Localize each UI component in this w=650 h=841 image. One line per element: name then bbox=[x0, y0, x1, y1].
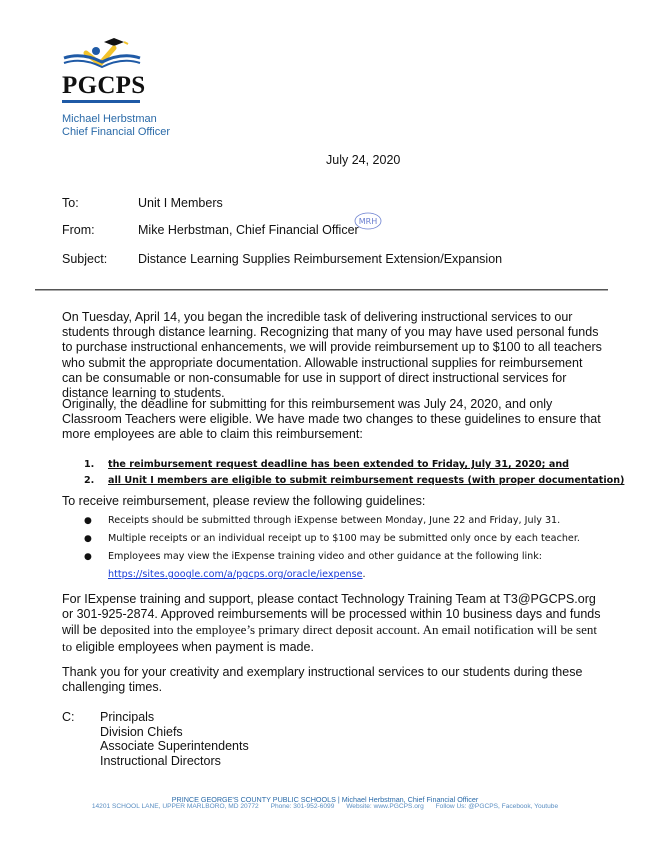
change-item: 2. all Unit I members are eligible to submit reimbursement requests (with proper documentation) bbox=[84, 475, 625, 486]
from-value: Mike Herbstman, Chief Financial Officer bbox=[138, 223, 359, 237]
support-paragraph: For IExpense training and support, please contact Technology Training Team at T3@PGCPS.org or 301-925-2874. Approved reimbursements will be processed within 10 business days and funds will be deposited into the employee’s primary direct deposit account. An email notification will be sent to eligible employees when payment is made. bbox=[62, 592, 601, 654]
sender-name: Michael Herbstman bbox=[62, 113, 157, 125]
pgcps-logo bbox=[62, 36, 146, 106]
iexpense-link[interactable]: https://sites.google.com/a/pgcps.org/oracle/iexpense bbox=[108, 569, 363, 580]
guidelines-intro: To receive reimbursement, please review the following guidelines: bbox=[62, 494, 426, 508]
change-item: 1. the reimbursement request deadline has been extended to Friday, July 31, 2020; and bbox=[84, 459, 570, 470]
sender-title: Chief Financial Officer bbox=[62, 126, 171, 138]
guideline-item: ● Receipts should be submitted through iExpense between Monday, June 22 and Friday, July 31. bbox=[84, 512, 580, 530]
changes-list bbox=[84, 457, 624, 489]
signature-initials bbox=[353, 211, 383, 231]
guideline-item: ● Employees may view the iExpense training video and other guidance at the following link: bbox=[84, 548, 580, 566]
changes-paragraph: Originally, the deadline for submitting for this reimbursement was July 24, 2020, and only Classroom Teachers were eligible. We have made two changes to these guidelines to ensure that more employees are able to claim this reimbursement: bbox=[62, 397, 601, 442]
footer-title: PRINCE GEORGE'S COUNTY PUBLIC SCHOOLS | Michael Herbstman, Chief Financial Officer bbox=[171, 795, 479, 804]
memo-date: July 24, 2020 bbox=[326, 153, 401, 167]
footer-website[interactable]: Website: www.PGCPS.org bbox=[346, 803, 424, 810]
bullet-icon: ● bbox=[84, 516, 92, 526]
cc-list bbox=[100, 710, 249, 768]
to-value: Unit I Members bbox=[138, 196, 223, 210]
cc-label: C: bbox=[62, 710, 75, 724]
to-label: To: bbox=[62, 196, 79, 210]
logo-underline bbox=[62, 100, 140, 103]
cc-recipient: Instructional Directors bbox=[100, 753, 221, 768]
thanks-paragraph: Thank you for your creativity and exemplary instructional services to our students during these challenging times. bbox=[62, 665, 583, 695]
signature-icon bbox=[353, 211, 383, 231]
footer-address: 14201 SCHOOL LANE, UPPER MARLBORO, MD 20772 bbox=[91, 803, 259, 810]
pgcps-emblem-icon bbox=[62, 36, 142, 76]
header-divider bbox=[35, 289, 608, 291]
footer-social: Follow Us: @PGCPS, Facebook, Youtube bbox=[435, 803, 559, 810]
logo-wordmark: PGCPS bbox=[62, 72, 146, 99]
bullet-icon: ● bbox=[84, 552, 92, 562]
guideline-item: ● Multiple receipts or an individual receipt up to $100 may be submitted only once by each teacher. bbox=[84, 530, 580, 548]
intro-paragraph: On Tuesday, April 14, you began the incredible task of delivering instructional services to our students through distance learning. Recognizing that many of you may have used personal funds to purchase instructional enhancements, we will provide reimbursement up to $100 to all teachers who submit the appropriate documentation. Allowable instructional supplies for reimbursement can be consumable or non-consumable for use in support of direct instructional services for distance learning to students. bbox=[62, 310, 602, 401]
from-label: From: bbox=[62, 223, 95, 237]
footer-contact bbox=[0, 803, 650, 810]
cc-recipient: Principals bbox=[100, 710, 155, 724]
subject-value: Distance Learning Supplies Reimbursement Extension/Expansion bbox=[138, 252, 503, 266]
cc-recipient: Division Chiefs bbox=[100, 724, 183, 739]
footer-phone: Phone: 301-952-6099 bbox=[270, 803, 335, 810]
subject-label: Subject: bbox=[62, 252, 108, 266]
bullet-icon: ● bbox=[84, 534, 92, 544]
guidelines-list: ● Receipts should be submitted through iExpense between Monday, June 22 and Friday, July 31. ● Multiple receipts or an individual receipt up to $100 may be submitted only once by each teacher. ● Employees may view the iExpense training video and other guidance at the following link: https://sites.google.com/a/pgcps.org/oracle/iexpense. bbox=[84, 512, 580, 583]
svg-text:MRH: MRH bbox=[358, 217, 378, 226]
sender-block bbox=[62, 113, 170, 139]
cc-recipient: Associate Superintendents bbox=[100, 739, 249, 753]
